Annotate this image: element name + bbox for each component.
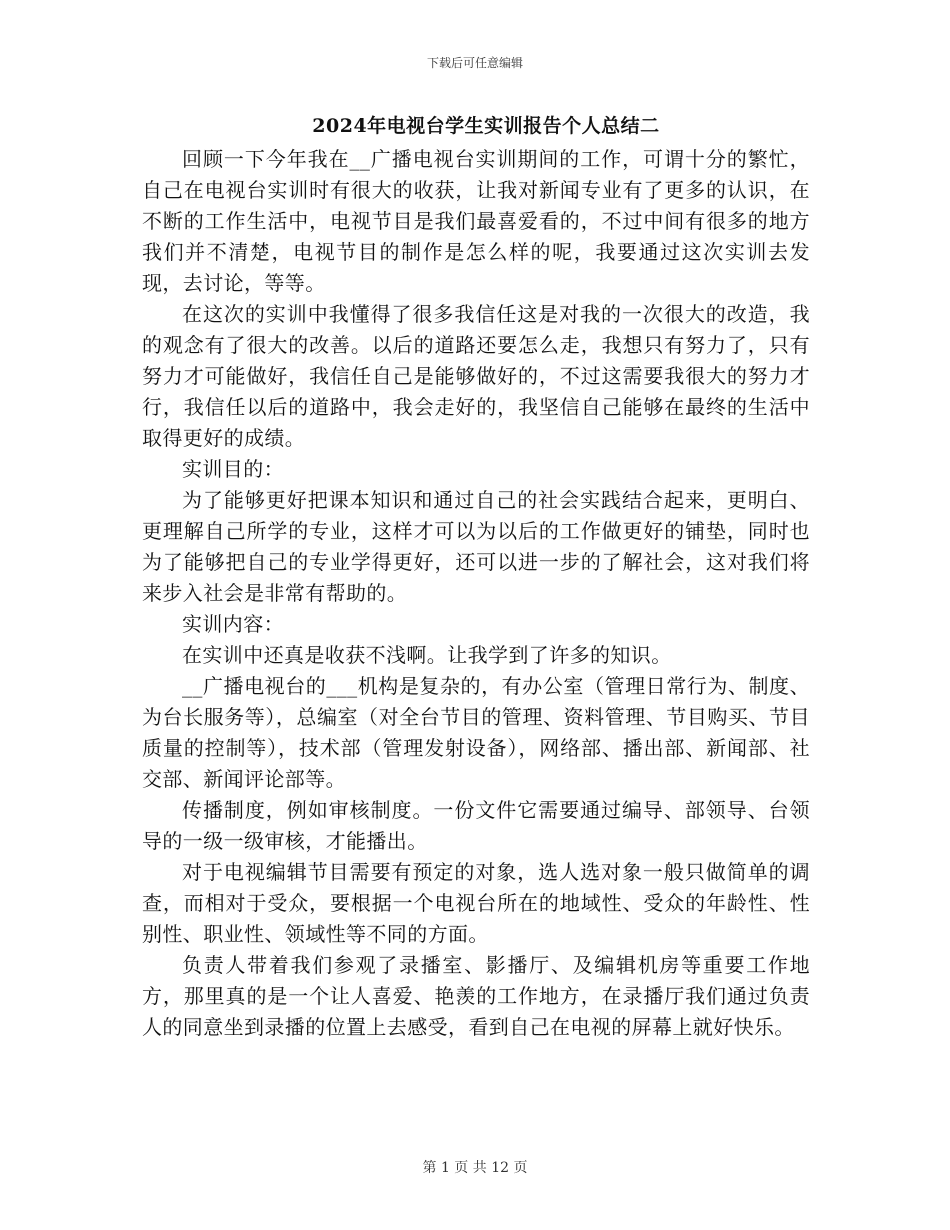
section-heading: 实训内容： [182, 612, 284, 636]
paragraph: 传播制度，例如审核制度。一份文件它需要通过编导、部领导、台领导的一级一级审核，才能播出。 [142, 798, 810, 853]
paragraph: __广播电视台的___机构是复杂的，有办公室（管理日常行为、制度、为台长服务等），总编室（对全台节目的管理、资料管理、节目购买、节目质量的控制等），技术部（管理发射设备），网络部、播出部、新闻部、社交部、新闻评论部等。 [142, 674, 810, 791]
paragraph: 回顾一下今年我在__广播电视台实训期间的工作，可谓十分的繁忙，自己在电视台实训时有很大的收获，让我对新闻专业有了更多的认识，在不断的工作生活中，电视节目是我们最喜爱看的，不过中间有很多的地方我们并不清楚，电视节目的制作是怎么样的呢，我要通过这次实训去发现，去讨论，等等。 [142, 147, 810, 295]
paragraph: 为了能够更好把课本知识和通过自己的社会实践结合起来，更明白、更理解自己所学的专业，这样才可以为以后的工作做更好的铺垫，同时也为了能够把自己的专业学得更好，还可以进一步的了解社会，这对我们将来步入社会是非常有帮助的。 [142, 488, 810, 605]
document-body [142, 108, 810, 1043]
paragraph: 在实训中还真是收获不浅啊。让我学到了许多的知识。 [182, 643, 672, 667]
section-heading: 实训目的： [182, 457, 284, 481]
page-footer-number: 第 1 页 共 12 页 [422, 1160, 528, 1176]
paragraph: 负责人带着我们参观了录播室、影播厅、及编辑机房等重要工作地方，那里真的是一个让人喜爱、艳羡的工作地方，在录播厅我们通过负责人的同意坐到录播的位置上去感受，看到自己在电视的屏幕上就好快乐。 [142, 953, 810, 1039]
paragraph: 对于电视编辑节目需要有预定的对象，选人选对象一般只做简单的调查，而相对于受众，要根据一个电视台所在的地域性、受众的年龄性、性别性、职业性、领域性等不同的方面。 [142, 860, 810, 946]
paragraph: 在这次的实训中我懂得了很多我信任这是对我的一次很大的改造，我的观念有了很大的改善。以后的道路还要怎么走，我想只有努力了，只有努力才可能做好，我信任自己是能够做好的，不过这需要我很大的努力才行，我信任以后的道路中，我会走好的，我坚信自己能够在最终的生活中取得更好的成绩。 [142, 302, 810, 450]
document-title: 2024年电视台学生实训报告个人总结二 [312, 115, 660, 137]
page-header-note: 下载后可任意编辑 [426, 56, 523, 70]
